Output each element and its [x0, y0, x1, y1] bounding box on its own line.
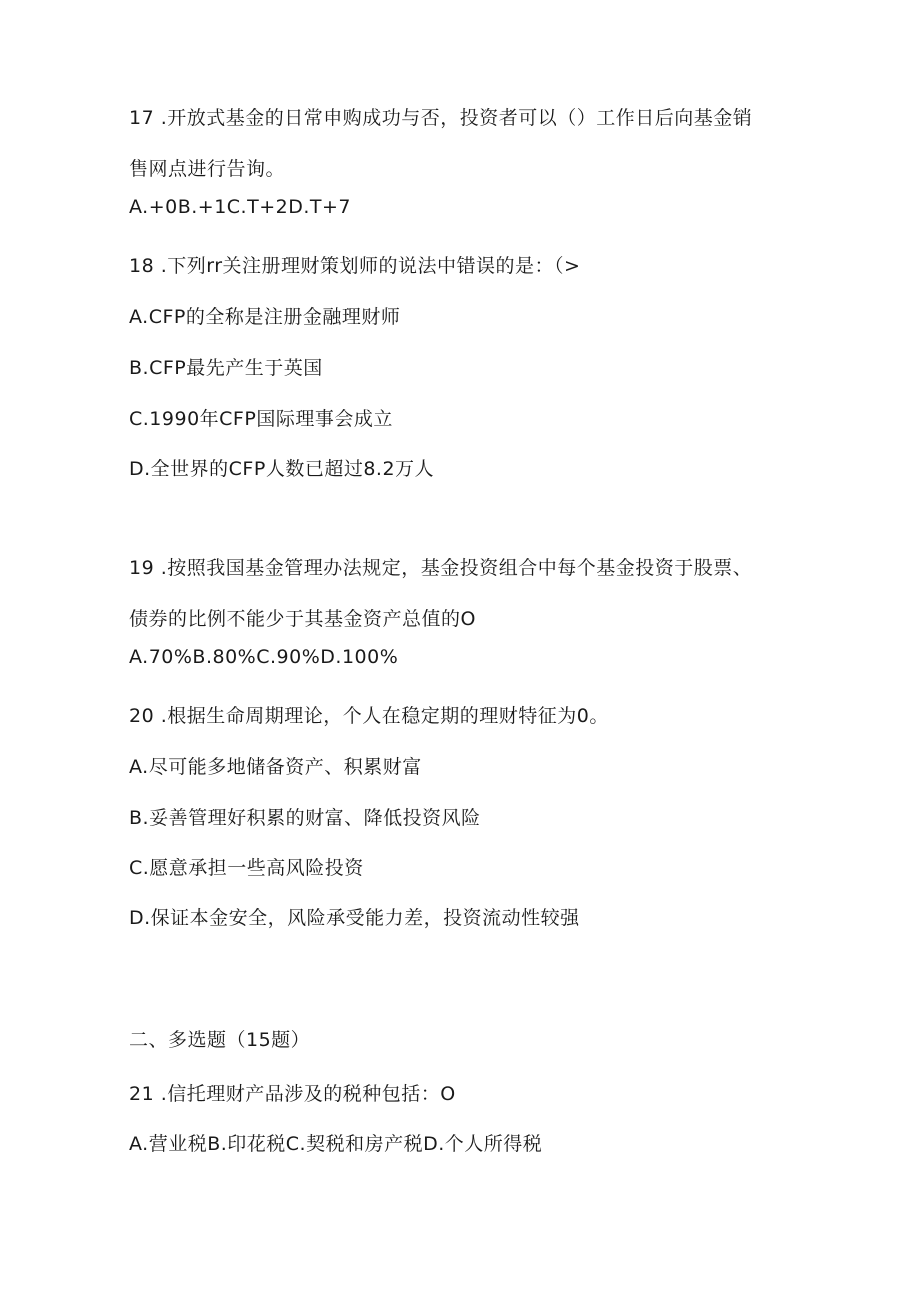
- question-21-options: A.营业税B.印花税C.契税和房产税D.个人所得税: [129, 1133, 543, 1155]
- question-18-option-c: C.1990年CFP国际理事会成立: [129, 408, 393, 430]
- question-21-stem: 21 .信托理财产品涉及的税种包括：O: [129, 1083, 456, 1105]
- question-20-option-b: B.妥善管理好积累的财富、降低投资风险: [129, 807, 481, 829]
- question-19-options: A.70%B.80%C.90%D.100%: [129, 646, 399, 668]
- question-18-option-d: D.全世界的CFP人数已超过8.2万人: [129, 458, 435, 480]
- question-20-option-a: A.尽可能多地储备资产、积累财富: [129, 756, 422, 778]
- question-19-stem-line-2: 债券的比例不能少于其基金资产总值的O: [129, 608, 476, 630]
- question-19-stem-line-1: 19 .按照我国基金管理办法规定，基金投资组合中每个基金投资于股票、: [129, 557, 753, 579]
- question-17-stem-line-1: 17 .开放式基金的日常申购成功与否，投资者可以（）工作日后向基金销: [129, 107, 753, 129]
- question-18-option-b: B.CFP最先产生于英国: [129, 357, 323, 379]
- question-20-option-c: C.愿意承担一些高风险投资: [129, 857, 364, 879]
- section-heading-multiple-choice: 二、多选题（15题）: [129, 1029, 311, 1051]
- question-17-options: A.+0B.+1C.T+2D.T+7: [129, 196, 351, 218]
- question-18-option-a: A.CFP的全称是注册金融理财师: [129, 306, 401, 328]
- question-17-stem-line-2: 售网点进行告询。: [129, 158, 286, 180]
- question-18-stem: 18 .下列rr关注册理财策划师的说法中错误的是：（>: [129, 255, 581, 277]
- question-20-stem: 20 .根据生命周期理论，个人在稳定期的理财特征为0。: [129, 705, 609, 727]
- question-20-option-d: D.保证本金安全，风险承受能力差，投资流动性较强: [129, 907, 580, 929]
